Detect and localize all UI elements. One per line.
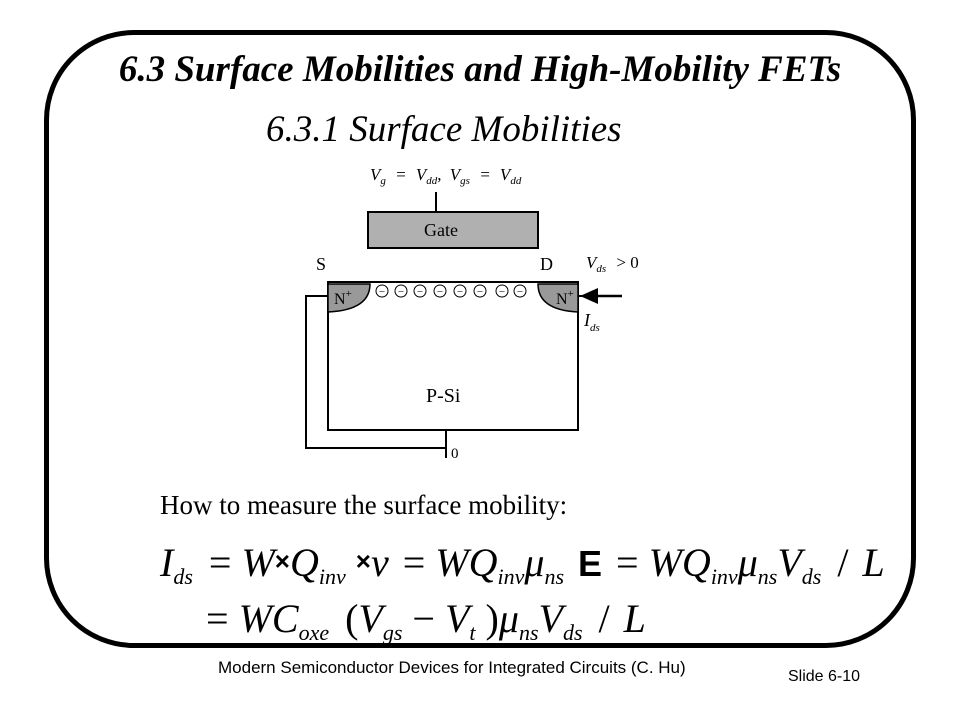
section-subtitle: 6.3.1 Surface Mobilities xyxy=(266,109,622,150)
svg-text:−: − xyxy=(436,286,444,298)
source-region-label: N+ xyxy=(334,288,352,308)
drain-current-label: $I_{ds}$ xyxy=(584,310,600,334)
svg-text:−: − xyxy=(498,286,506,298)
svg-text:−: − xyxy=(416,286,424,298)
gate-label: Gate xyxy=(424,220,458,240)
svg-text:−: − xyxy=(378,286,386,298)
gate-bias-label: $V_g$ = $V_{dd}$, $V_{gs}$ = $V_{dd}$ xyxy=(370,165,522,187)
slide-number: Slide 6-10 xyxy=(788,668,861,685)
equation-line-1: $I_{ds}$ = $W\times Q_{inv}$ ×v = $WQ_{inv}\mu_{ns}$ E = $WQ_{inv}\mu_{ns}V_{ds}$ / L xyxy=(160,540,885,589)
drain-label: D xyxy=(540,254,553,274)
footer-citation: Modern Semiconductor Devices for Integrated Circuits (C. Hu) xyxy=(218,658,686,677)
equation-line-2: = $WC_{oxe}$ ($V_{gs}$ − $V_t$ )$\mu_{ns}V_{ds}$ / L xyxy=(206,596,646,645)
svg-text:−: − xyxy=(476,286,484,298)
slide-title: 6.3 Surface Mobilities and High-Mobility FETs xyxy=(118,49,842,90)
svg-text:−: − xyxy=(456,286,464,298)
ground-label: 0 xyxy=(451,446,459,462)
svg-text:−: − xyxy=(516,286,524,298)
svg-text:−: − xyxy=(397,286,405,298)
drain-bias-label: $V_{ds}$ > 0 xyxy=(586,253,639,275)
source-label: S xyxy=(316,254,327,274)
substrate-label: P-Si xyxy=(426,385,461,407)
drain-region-label: N+ xyxy=(556,288,574,308)
measurement-question: How to measure the surface mobility: xyxy=(160,490,568,520)
